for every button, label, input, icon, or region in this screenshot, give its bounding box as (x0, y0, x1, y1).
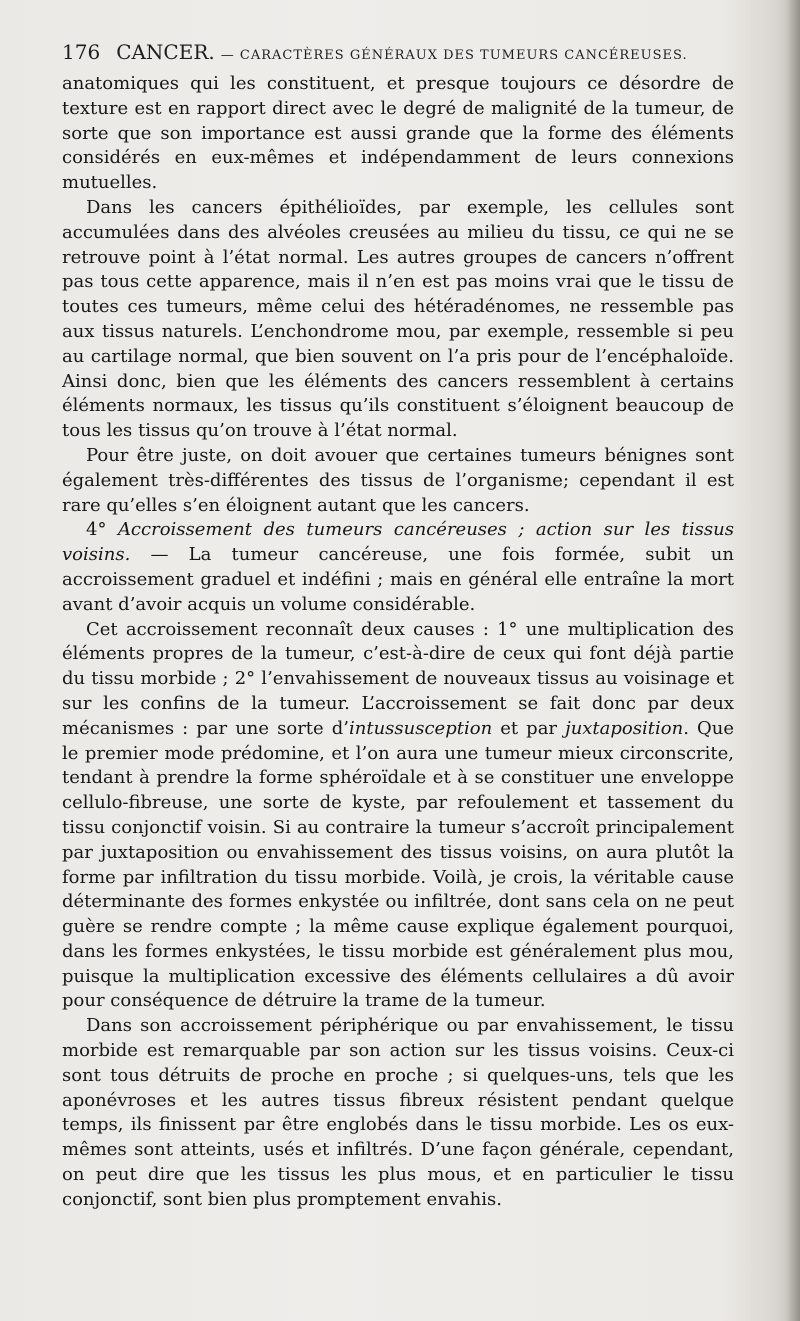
paragraph-3: Pour être juste, on doit avouer que certaines tumeurs bénignes sont également très-différentes des tissus de l’organisme; cependant il est rare qu’elles s’en éloignent autant que les cancers. (62, 444, 734, 516)
paragraph-5-part-b: et par (492, 717, 566, 739)
paragraph-5-part-a: Cet accroissement reconnaît deux causes : 1° une multiplication des éléments propres de la tumeur, c’est-à-dire de ceux qui font déjà partie du tissu morbide ; 2° l’envahissement de nouveaux tissus au voisinage et sur les confins de la tumeur. L’accroissement se fait donc par deux mécanismes : par une sorte d’ (62, 618, 734, 739)
paragraph-6: Dans son accroissement périphérique ou par envahissement, le tissu morbide est remarquable par son action sur les tissus voisins. Ceux-ci sont tous détruits de proche en proche ; si quelques-uns, tels que les aponévroses et les autres tissus fibreux résistent pendant quelque temps, ils finissent par être englobés dans le tissu morbide. Les os eux-mêmes sont atteints, usés et infiltrés. D’une façon générale, cependant, on peut dire que les tissus les plus mous, et en particulier le tissu conjonctif, sont bien plus promptement envahis. (62, 1015, 734, 1210)
chapter-title: CANCER. (116, 40, 215, 64)
paragraph-5 (62, 618, 734, 1015)
paragraph-1: anatomiques qui les constituent, et presque toujours ce désordre de texture est en rapport direct avec le degré de malignité de la tumeur, de sorte que son importance est aussi grande que la forme des éléments considérés en eux-mêmes et indépendamment de leurs connexions mutuelles. (62, 73, 734, 194)
term-intussusception: intussusception (349, 717, 493, 739)
page-gutter-shadow (786, 0, 800, 1321)
paragraph-5-part-c: . Que le premier mode prédomine, et l’on aura une tumeur mieux circonscrite, tendant à prendre la forme sphéroïdale et à se constituer une enveloppe cellulo-fibreuse, une sorte de kyste, par refoulement et tassement du tissu conjonctif voisin. Si au contraire la tumeur s’accroît principalement par juxtaposition ou envahissement des tissus voisins, on aura plutôt la forme par infiltration du tissu morbide. Voilà, je crois, la véritable cause déterminante des formes enkystée ou infiltrée, dont sans cela on ne peut guère se rendre compte ; la même cause explique également pourquoi, dans les formes enkystées, le tissu morbide est généralement plus mou, puisque la multiplication excessive des éléments cellulaires a dû avoir pour conséquence de détruire la trame de la tumeur. (62, 717, 734, 1012)
page-number: 176 (62, 40, 101, 64)
section-number: 4° (86, 519, 107, 541)
paragraph-2: Dans les cancers épithélioïdes, par exemple, les cellules sont accumulées dans des alvéoles creusées au milieu du tissu, ce qui ne se retrouve point à l’état normal. Les autres groupes de cancers n’offrent pas tous cette apparence, mais il n’en est pas moins vrai que le tissu de toutes ces tumeurs, même celui des hétéradénomes, ne ressemble pas aux tissus naturels. L’enchondrome mou, par exemple, ressemble si peu au cartilage normal, que bien souvent on l’a pris pour de l’encéphaloïde. Ainsi donc, bien que les éléments des cancers ressemblent à certains éléments normaux, les tissus qu’ils constituent s’éloignent beaucoup de tous les tissus qu’on trouve à l’état normal. (62, 196, 734, 442)
paragraph-4 (62, 518, 734, 617)
running-head (62, 40, 762, 64)
body-text (62, 72, 734, 1213)
term-juxtaposition: juxtaposition (565, 717, 684, 739)
section-subtitle: — CARACTÈRES GÉNÉRAUX DES TUMEURS CANCÉREUSES. (220, 48, 688, 63)
paragraph-4-text: — La tumeur cancéreuse, une fois formée, subit un accroissement graduel et indéfini ; mais en général elle entraîne la mort avant d’avoir acquis un volume considérable. (62, 544, 734, 615)
section-heading: Accroissement des tumeurs cancéreuses ; action sur les tissus voisins. (62, 519, 734, 566)
